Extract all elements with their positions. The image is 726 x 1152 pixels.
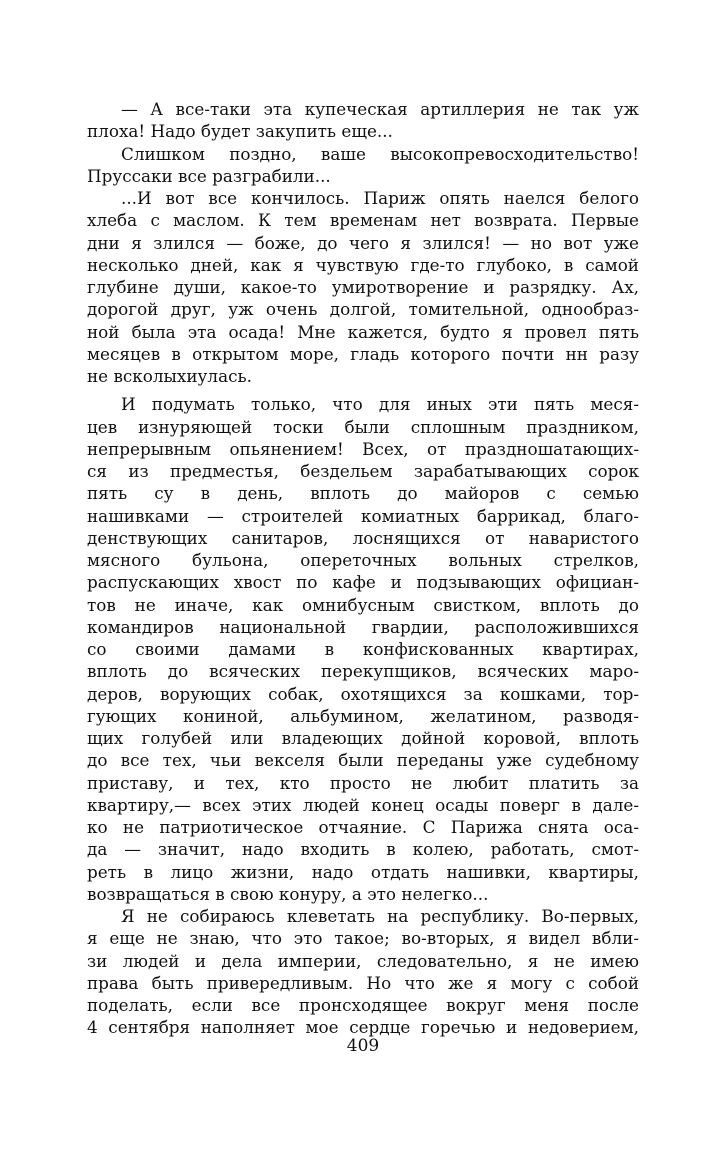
text-line: 4 сентября наполняет мое сердце горечью и недоверием, (87, 1017, 639, 1038)
paragraph (87, 905, 639, 1039)
text-line: несколько дней, как я чувствую где-то глубоко, в самой (87, 254, 639, 275)
text-line: дни я злился — боже, до чего я злился! — но вот уже (87, 232, 639, 253)
text-line: со своими дамами в конфискованных квартирах, (87, 639, 639, 659)
text-line: денствующих санитаров, лоснящихся от наваристого (87, 527, 639, 548)
text-line: Я не собираюсь клеветать на республику. Во-первых, (121, 906, 639, 926)
text-line: непрерывным опьянением! Всех, от праздношатающих- (87, 438, 639, 459)
text-line: хлеба с маслом. К тем временам нет возврата. Первые (87, 210, 639, 231)
text-line: щих голубей или владеющих дойной коровой, вплоть (87, 728, 639, 748)
text-line: зи людей и дела империи, следовательно, я не имею (87, 950, 639, 971)
text-line: ной была эта осада! Мне кажется, будто я провел пять (87, 321, 639, 342)
text-line: глубине души, какое-то умиротворение и разрядку. Ах, (87, 277, 639, 297)
text-line: не всколыхиулась. (87, 366, 252, 386)
paragraph (87, 143, 639, 188)
text-line: до все тех, чьи векселя были переданы уже судебному (87, 750, 639, 771)
text-line: ко не патриотическое отчаяние. С Парижа снята оса- (87, 817, 639, 837)
text-line: квартиру,— всех этих людей конец осады поверг в дале- (87, 794, 639, 815)
text-line: деров, ворующих собак, охотящихся за кошками, тор- (87, 683, 639, 704)
text-line: реть в лицо жизни, надо отдать нашивки, квартиры, (87, 861, 639, 882)
text-line: Пруссаки все разграбили... (87, 165, 331, 186)
text-line: поделать, если все пронсходящее вокруг меня после (87, 995, 639, 1015)
text-line: нашивками — строителей комиатных баррикад, благо- (87, 505, 639, 526)
text-line: пять су в день, вплоть до майоров с семью (87, 483, 639, 504)
text-line: возвращаться в свою конуру, а это нелегко... (87, 883, 489, 904)
text-line: цев изнуряющей тоски были сплошным праздником, (87, 416, 639, 437)
page-number: 409 (346, 1036, 380, 1056)
text-line: Слишком поздно, ваше высокопревосходительство! (121, 143, 639, 164)
text-line: месяцев в открытом море, гладь которого почти нн разу (87, 343, 639, 364)
text-line: тов не иначе, как омнибусным свистком, вплоть до (87, 594, 639, 615)
text-line: командиров национальной гвардии, расположившихся (87, 616, 639, 637)
text-line: плоха! Надо будет закупить еще... (87, 121, 393, 142)
text-line: ся из предместья, бездельем зарабатывающих сорок (87, 461, 639, 481)
text-line: да — значит, надо входить в колею, работать, смот- (87, 839, 639, 860)
text-line: права быть привередливым. Но что же я могу с собой (87, 972, 639, 993)
text-line: я еще не знаю, что это такое; во-вторых, я видел вбли- (87, 928, 639, 949)
paragraph (87, 187, 639, 387)
paragraph (87, 393, 639, 905)
text-line: ...И вот все кончилось. Париж опять наелся белого (121, 188, 639, 208)
text-line: — А все-таки эта купеческая артиллерия не так уж (121, 99, 639, 119)
text-line: приставу, и тех, кто просто не любит платить за (87, 772, 639, 793)
text-line: распускающих хвост по кафе и подзывающих официан- (87, 572, 639, 593)
paragraph (87, 98, 639, 143)
text-line: гующих кониной, альбумином, желатином, разводя- (87, 705, 639, 726)
text-line: дорогой друг, уж очень долгой, томительной, однообраз- (87, 299, 639, 320)
text-line: мясного бульона, опереточных вольных стрелков, (87, 550, 639, 570)
text-line: И подумать только, что для иных эти пять меся- (121, 394, 639, 415)
text-line: вплоть до всяческих перекупщиков, всяческих маро- (87, 661, 639, 682)
body-text (87, 98, 639, 1039)
